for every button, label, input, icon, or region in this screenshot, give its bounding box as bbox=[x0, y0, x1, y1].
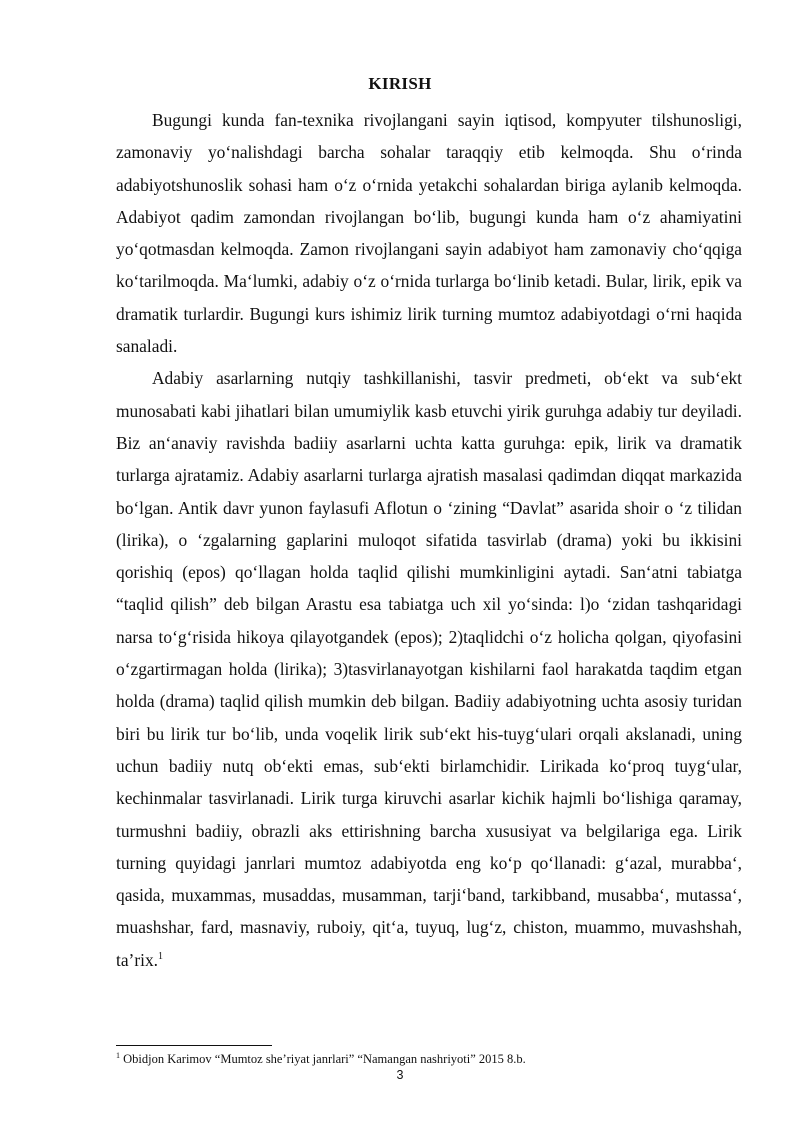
body-text bbox=[116, 104, 742, 976]
paragraph-2-text: Adabiy asarlarning nutqiy tashkillanishi, tasvir predmeti, ob‘ekt va sub‘ekt munosabati kabi jihatlari bilan umumiylik kasb etuvchi yirik guruhga adabiy tur deyiladi. Biz an‘anaviy ravishda badiiy asarlarni uchta katta guruhga: epik, lirik va dramatik turlarga ajratamiz. Adabiy asarlarni turlarga ajratish masalasi qadimdan diqqat markazida bo‘lgan. Antik davr yunon faylasufi Aflotun o ‘zining “Davlat” asarida shoir o ‘z tilidan (lirika), o ‘zgalarning gaplarini muloqot sifatida tasvirlab (drama) yoki bu ikkisini qorishiq (epos) qo‘llagan holda taqlid qilishi mumkinligini aytadi. San‘atni tabiatga “taqlid qilish” deb bilgan Arastu esa tabiatga uch xil yo‘sinda: l)o ‘zidan tashqaridagi narsa to‘g‘risida hikoya qilayotgandek (epos); 2)taqlidchi o‘z holicha qolgan, qiyofasini o‘zgartirmagan holda (lirika); 3)tasvirlanayotgan kishilarni faol harakatda taqdim etgan holda (drama) taqlid qilish mumkin deb bilgan. Badiiy adabiyotning uchta asosiy turidan biri bu lirik tur bo‘lib, unda voqelik lirik sub‘ekt his-tuyg‘ulari orqali akslanadi, uning uchun badiiy nutq ob‘ekti emas, sub‘ekti birlamchidir. Lirikada ko‘proq tuyg‘ular, kechinmalar tasvirlanadi. Lirik turga kiruvchi asarlar kichik hajmli bo‘lishiga qaramay, turmushni badiiy, obrazli aks ettirishning barcha xususiyat va belgilariga ega. Lirik turning quyidagi janrlari mumtoz adabiyotda eng ko‘p qo‘llanadi: g‘azal, murabba‘, qasida, muxammas, musaddas, musamman, tarji‘band, tarkibband, musabba‘, mutassa‘, muashshar, fard, masnaviy, ruboiy, qit‘a, tuyuq, lug‘z, chiston, muammo, muvashshah, ta’rix. bbox=[116, 368, 742, 970]
paragraph-1: Bugungi kunda fan-texnika rivojlangani sayin iqtisod, kompyuter tilshunosligi, zamonaviy yo‘nalishdagi barcha sohalar taraqqiy etib kelmoqda. Shu o‘rinda adabiyotshunoslik sohasi ham o‘z o‘rnida yetakchi sohalardan biriga aylanib kelmoqda. Adabiyot qadim zamondan rivojlangan bo‘lib, bugungi kunda ham o‘z ahamiyatini yo‘qotmasdan kelmoqda. Zamon rivojlangani sayin adabiyot ham zamonaviy cho‘qqiga ko‘tarilmoqda. Ma‘lumki, adabiy o‘z o‘rnida turlarga bo‘linib ketadi. Bular, lirik, epik va dramatik turlardir. Bugungi kurs ishimiz lirik turning mumtoz adabiyotdagi o‘rni haqida sanaladi. bbox=[116, 110, 742, 357]
page-title: KIRISH bbox=[368, 74, 432, 93]
page-number: 3 bbox=[396, 1068, 404, 1082]
footnote bbox=[116, 1052, 742, 1067]
footnote-text: Obidjon Karimov “Mumtoz she’riyat janrlari” “Namangan nashriyoti” 2015 8.b. bbox=[120, 1052, 526, 1066]
footnote-reference[interactable]: 1 bbox=[158, 950, 164, 962]
footnote-divider bbox=[116, 1045, 272, 1046]
paragraph-2 bbox=[116, 362, 742, 976]
footnote-marker: 1 bbox=[116, 1050, 120, 1060]
